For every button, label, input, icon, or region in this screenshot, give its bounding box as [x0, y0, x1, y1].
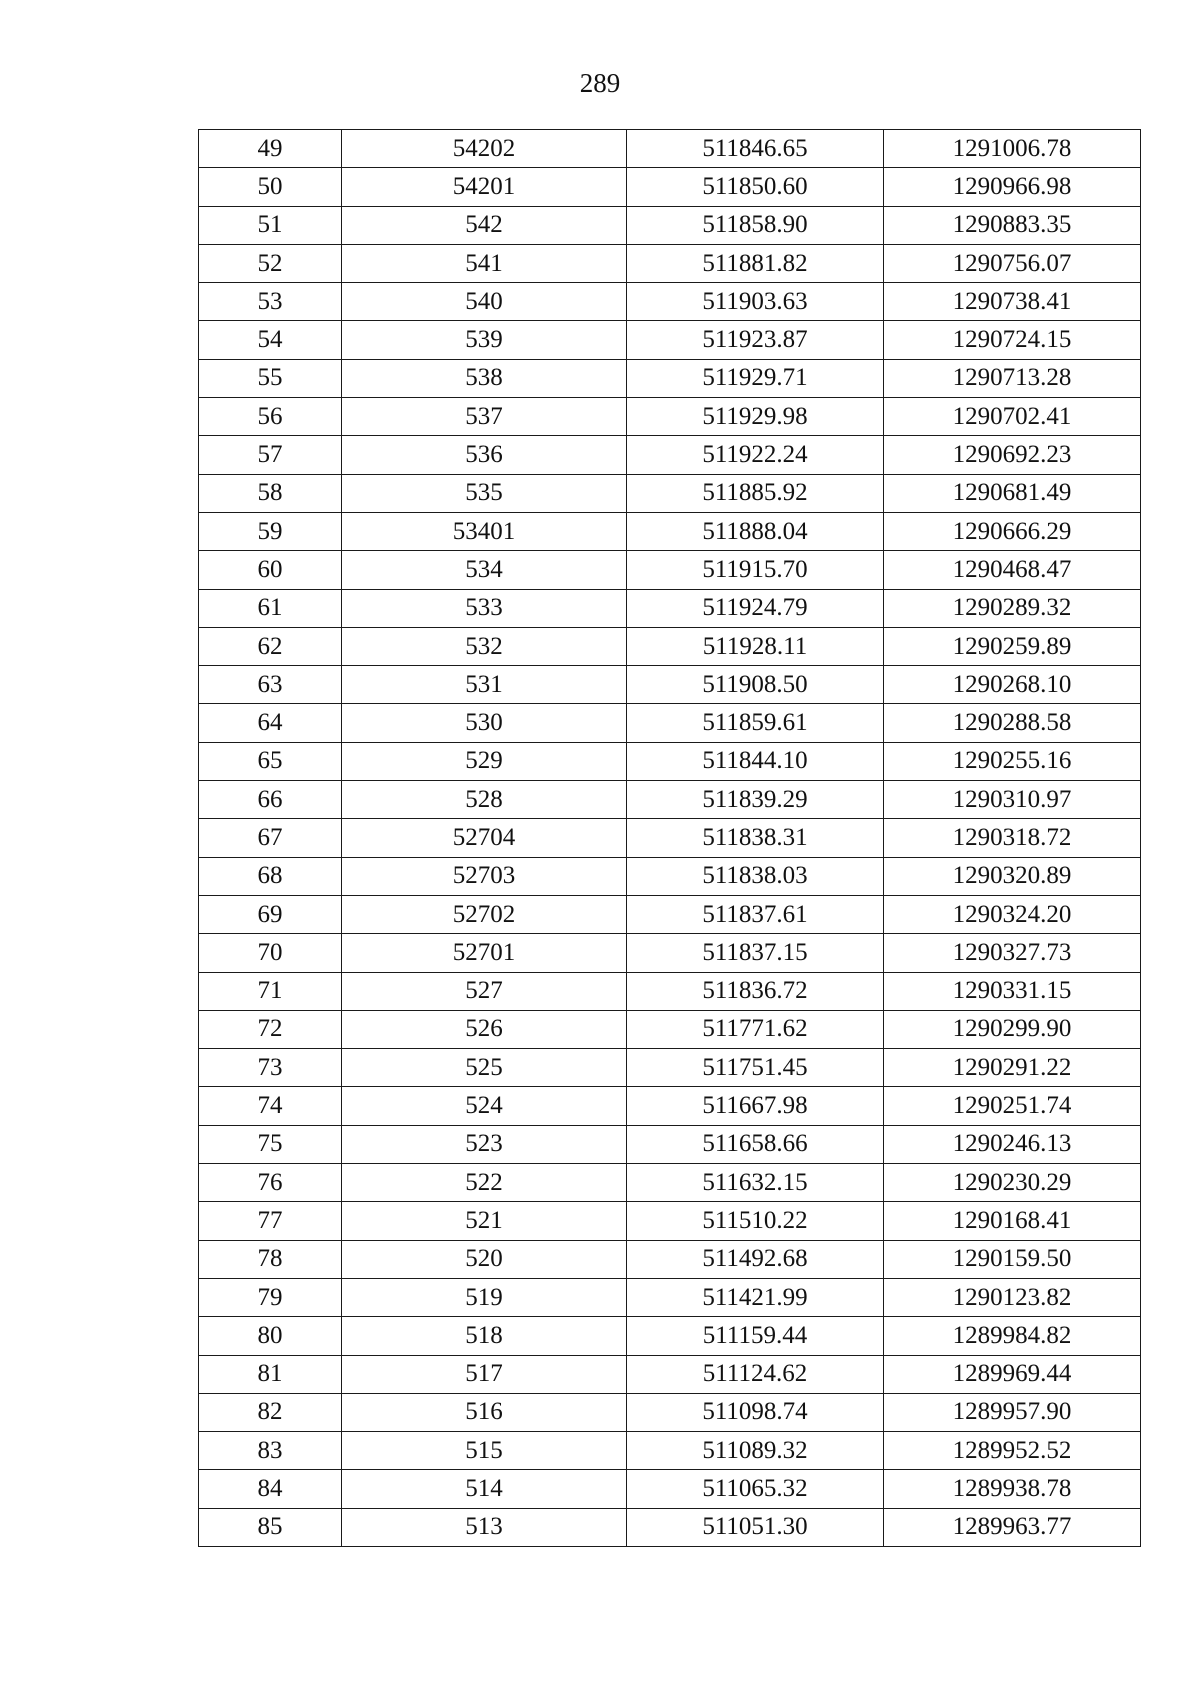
y-coordinate-cell: 1290251.74: [884, 1087, 1141, 1125]
table-row: [199, 704, 1141, 742]
y-coordinate-cell: 1290291.22: [884, 1049, 1141, 1087]
table-row: [199, 283, 1141, 321]
row-index-cell: 67: [199, 819, 342, 857]
page-number: 289: [579, 68, 621, 98]
point-id-cell: 53401: [342, 512, 627, 550]
point-id-cell: 516: [342, 1393, 627, 1431]
x-coordinate-cell: 511846.65: [627, 130, 884, 168]
y-coordinate-cell: 1290318.72: [884, 819, 1141, 857]
row-index-cell: 52: [199, 244, 342, 282]
row-index-cell: 49: [199, 130, 342, 168]
y-coordinate-cell: 1290259.89: [884, 627, 1141, 665]
row-index-cell: 57: [199, 436, 342, 474]
table-row: [199, 1508, 1141, 1546]
point-id-cell: 52703: [342, 857, 627, 895]
point-id-cell: 521: [342, 1202, 627, 1240]
table-row: [199, 819, 1141, 857]
x-coordinate-cell: 511124.62: [627, 1355, 884, 1393]
row-index-cell: 85: [199, 1508, 342, 1546]
table-row: [199, 1240, 1141, 1278]
row-index-cell: 64: [199, 704, 342, 742]
y-coordinate-cell: 1290327.73: [884, 934, 1141, 972]
x-coordinate-cell: 511885.92: [627, 474, 884, 512]
y-coordinate-cell: 1289938.78: [884, 1470, 1141, 1508]
y-coordinate-cell: 1290681.49: [884, 474, 1141, 512]
coordinates-table: [198, 129, 1141, 1547]
point-id-cell: 539: [342, 321, 627, 359]
row-index-cell: 55: [199, 359, 342, 397]
y-coordinate-cell: 1290702.41: [884, 398, 1141, 436]
row-index-cell: 84: [199, 1470, 342, 1508]
x-coordinate-cell: 511837.15: [627, 934, 884, 972]
row-index-cell: 72: [199, 1010, 342, 1048]
row-index-cell: 66: [199, 781, 342, 819]
row-index-cell: 81: [199, 1355, 342, 1393]
table-row: [199, 130, 1141, 168]
x-coordinate-cell: 511888.04: [627, 512, 884, 550]
table-row: [199, 1010, 1141, 1048]
table-row: [199, 512, 1141, 550]
point-id-cell: 540: [342, 283, 627, 321]
x-coordinate-cell: 511510.22: [627, 1202, 884, 1240]
x-coordinate-cell: 511089.32: [627, 1432, 884, 1470]
x-coordinate-cell: 511492.68: [627, 1240, 884, 1278]
table-row: [199, 474, 1141, 512]
table-row: [199, 895, 1141, 933]
table-body: [199, 130, 1141, 1547]
y-coordinate-cell: 1290468.47: [884, 551, 1141, 589]
point-id-cell: 527: [342, 972, 627, 1010]
x-coordinate-cell: 511928.11: [627, 627, 884, 665]
point-id-cell: 541: [342, 244, 627, 282]
y-coordinate-cell: 1289963.77: [884, 1508, 1141, 1546]
row-index-cell: 65: [199, 742, 342, 780]
y-coordinate-cell: 1290168.41: [884, 1202, 1141, 1240]
x-coordinate-cell: 511658.66: [627, 1125, 884, 1163]
y-coordinate-cell: 1290268.10: [884, 666, 1141, 704]
x-coordinate-cell: 511098.74: [627, 1393, 884, 1431]
table-row: [199, 359, 1141, 397]
x-coordinate-cell: 511837.61: [627, 895, 884, 933]
table-row: [199, 1278, 1141, 1316]
point-id-cell: 518: [342, 1317, 627, 1355]
x-coordinate-cell: 511839.29: [627, 781, 884, 819]
point-id-cell: 529: [342, 742, 627, 780]
x-coordinate-cell: 511881.82: [627, 244, 884, 282]
y-coordinate-cell: 1289984.82: [884, 1317, 1141, 1355]
point-id-cell: 514: [342, 1470, 627, 1508]
x-coordinate-cell: 511924.79: [627, 589, 884, 627]
table-row: [199, 1164, 1141, 1202]
x-coordinate-cell: 511923.87: [627, 321, 884, 359]
point-id-cell: 519: [342, 1278, 627, 1316]
x-coordinate-cell: 511922.24: [627, 436, 884, 474]
row-index-cell: 69: [199, 895, 342, 933]
point-id-cell: 517: [342, 1355, 627, 1393]
point-id-cell: 526: [342, 1010, 627, 1048]
y-coordinate-cell: 1291006.78: [884, 130, 1141, 168]
row-index-cell: 75: [199, 1125, 342, 1163]
row-index-cell: 77: [199, 1202, 342, 1240]
y-coordinate-cell: 1290324.20: [884, 895, 1141, 933]
y-coordinate-cell: 1289957.90: [884, 1393, 1141, 1431]
x-coordinate-cell: 511836.72: [627, 972, 884, 1010]
y-coordinate-cell: 1290230.29: [884, 1164, 1141, 1202]
table-row: [199, 244, 1141, 282]
y-coordinate-cell: 1290692.23: [884, 436, 1141, 474]
x-coordinate-cell: 511908.50: [627, 666, 884, 704]
row-index-cell: 61: [199, 589, 342, 627]
x-coordinate-cell: 511838.31: [627, 819, 884, 857]
row-index-cell: 70: [199, 934, 342, 972]
y-coordinate-cell: 1290299.90: [884, 1010, 1141, 1048]
x-coordinate-cell: 511858.90: [627, 206, 884, 244]
y-coordinate-cell: 1290310.97: [884, 781, 1141, 819]
row-index-cell: 53: [199, 283, 342, 321]
x-coordinate-cell: 511859.61: [627, 704, 884, 742]
table-row: [199, 1470, 1141, 1508]
point-id-cell: 52701: [342, 934, 627, 972]
table-row: [199, 972, 1141, 1010]
point-id-cell: 533: [342, 589, 627, 627]
x-coordinate-cell: 511838.03: [627, 857, 884, 895]
x-coordinate-cell: 511632.15: [627, 1164, 884, 1202]
row-index-cell: 56: [199, 398, 342, 436]
point-id-cell: 525: [342, 1049, 627, 1087]
table-row: [199, 321, 1141, 359]
table-row: [199, 666, 1141, 704]
x-coordinate-cell: 511903.63: [627, 283, 884, 321]
table-row: [199, 934, 1141, 972]
point-id-cell: 54201: [342, 168, 627, 206]
x-coordinate-cell: 511421.99: [627, 1278, 884, 1316]
y-coordinate-cell: 1290666.29: [884, 512, 1141, 550]
point-id-cell: 520: [342, 1240, 627, 1278]
x-coordinate-cell: 511667.98: [627, 1087, 884, 1125]
point-id-cell: 534: [342, 551, 627, 589]
row-index-cell: 76: [199, 1164, 342, 1202]
row-index-cell: 62: [199, 627, 342, 665]
table-row: [199, 1393, 1141, 1431]
row-index-cell: 54: [199, 321, 342, 359]
row-index-cell: 73: [199, 1049, 342, 1087]
table-row: [199, 742, 1141, 780]
y-coordinate-cell: 1290724.15: [884, 321, 1141, 359]
x-coordinate-cell: 511844.10: [627, 742, 884, 780]
table-row: [199, 551, 1141, 589]
row-index-cell: 50: [199, 168, 342, 206]
point-id-cell: 52704: [342, 819, 627, 857]
table-row: [199, 1049, 1141, 1087]
y-coordinate-cell: 1289969.44: [884, 1355, 1141, 1393]
table-row: [199, 627, 1141, 665]
row-index-cell: 60: [199, 551, 342, 589]
table-row: [199, 436, 1141, 474]
row-index-cell: 58: [199, 474, 342, 512]
x-coordinate-cell: 511065.32: [627, 1470, 884, 1508]
y-coordinate-cell: 1290331.15: [884, 972, 1141, 1010]
point-id-cell: 538: [342, 359, 627, 397]
table-row: [199, 1432, 1141, 1470]
table-row: [199, 1317, 1141, 1355]
point-id-cell: 537: [342, 398, 627, 436]
row-index-cell: 80: [199, 1317, 342, 1355]
x-coordinate-cell: 511051.30: [627, 1508, 884, 1546]
table-row: [199, 1087, 1141, 1125]
row-index-cell: 74: [199, 1087, 342, 1125]
y-coordinate-cell: 1290288.58: [884, 704, 1141, 742]
table-row: [199, 857, 1141, 895]
row-index-cell: 63: [199, 666, 342, 704]
y-coordinate-cell: 1290883.35: [884, 206, 1141, 244]
x-coordinate-cell: 511929.98: [627, 398, 884, 436]
x-coordinate-cell: 511159.44: [627, 1317, 884, 1355]
point-id-cell: 52702: [342, 895, 627, 933]
point-id-cell: 542: [342, 206, 627, 244]
y-coordinate-cell: 1290756.07: [884, 244, 1141, 282]
point-id-cell: 531: [342, 666, 627, 704]
point-id-cell: 536: [342, 436, 627, 474]
table-row: [199, 1202, 1141, 1240]
table-row: [199, 398, 1141, 436]
point-id-cell: 535: [342, 474, 627, 512]
y-coordinate-cell: 1290246.13: [884, 1125, 1141, 1163]
point-id-cell: 523: [342, 1125, 627, 1163]
row-index-cell: 68: [199, 857, 342, 895]
x-coordinate-cell: 511915.70: [627, 551, 884, 589]
row-index-cell: 59: [199, 512, 342, 550]
y-coordinate-cell: 1290738.41: [884, 283, 1141, 321]
point-id-cell: 532: [342, 627, 627, 665]
x-coordinate-cell: 511771.62: [627, 1010, 884, 1048]
table-row: [199, 1125, 1141, 1163]
row-index-cell: 51: [199, 206, 342, 244]
table-row: [199, 1355, 1141, 1393]
point-id-cell: 54202: [342, 130, 627, 168]
y-coordinate-cell: 1289952.52: [884, 1432, 1141, 1470]
x-coordinate-cell: 511929.71: [627, 359, 884, 397]
point-id-cell: 513: [342, 1508, 627, 1546]
table-row: [199, 781, 1141, 819]
point-id-cell: 530: [342, 704, 627, 742]
table-row: [199, 589, 1141, 627]
table-row: [199, 168, 1141, 206]
y-coordinate-cell: 1290713.28: [884, 359, 1141, 397]
x-coordinate-cell: 511850.60: [627, 168, 884, 206]
y-coordinate-cell: 1290289.32: [884, 589, 1141, 627]
table-row: [199, 206, 1141, 244]
y-coordinate-cell: 1290159.50: [884, 1240, 1141, 1278]
row-index-cell: 83: [199, 1432, 342, 1470]
point-id-cell: 528: [342, 781, 627, 819]
y-coordinate-cell: 1290966.98: [884, 168, 1141, 206]
y-coordinate-cell: 1290255.16: [884, 742, 1141, 780]
point-id-cell: 522: [342, 1164, 627, 1202]
row-index-cell: 82: [199, 1393, 342, 1431]
point-id-cell: 515: [342, 1432, 627, 1470]
row-index-cell: 78: [199, 1240, 342, 1278]
row-index-cell: 79: [199, 1278, 342, 1316]
y-coordinate-cell: 1290320.89: [884, 857, 1141, 895]
point-id-cell: 524: [342, 1087, 627, 1125]
row-index-cell: 71: [199, 972, 342, 1010]
x-coordinate-cell: 511751.45: [627, 1049, 884, 1087]
y-coordinate-cell: 1290123.82: [884, 1278, 1141, 1316]
